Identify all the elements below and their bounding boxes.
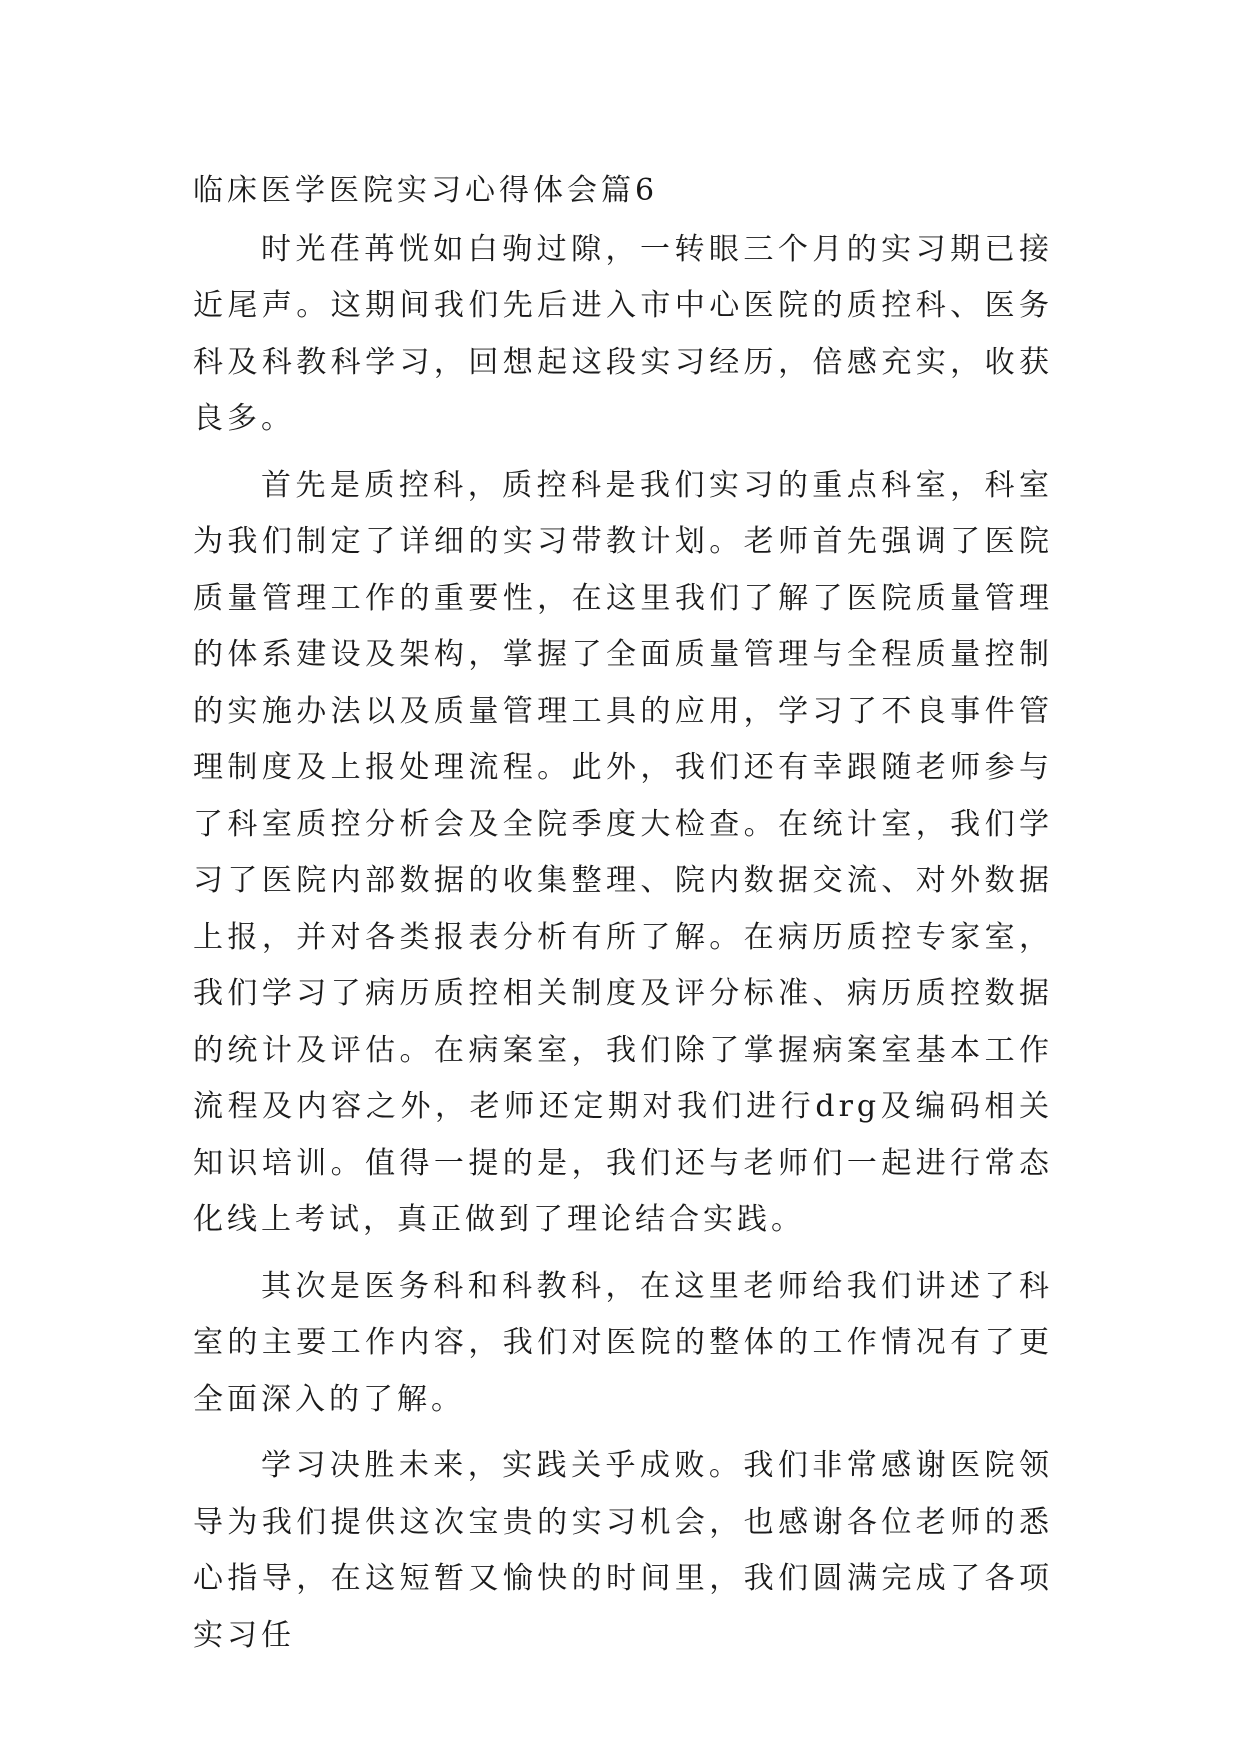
paragraph-conclusion: 学习决胜未来，实践关乎成败。我们非常感谢医院领导为我们提供这次宝贵的实习机会，也感谢各位老师的悉心指导，在这短暂又愉快的时间里，我们圆满完成了各项实习任 [193,1448,1053,1653]
paragraph-intro: 时光荏苒恍如白驹过隙，一转眼三个月的实习期已接近尾声。这期间我们先后进入市中心医院的质控科、医务科及科教科学习，回想起这段实习经历，倍感充实，收获良多。 [193,231,1053,436]
document-title: 临床医学医院实习心得体会篇6 [193,173,659,208]
paragraph-quality-control: 首先是质控科，质控科是我们实习的重点科室，科室为我们制定了详细的实习带教计划。老师首先强调了医院质量管理工作的重要性，在这里我们了解了医院质量管理的体系建设及架构，掌握了全面质量管理与全程质量控制的实施办法以及质量管理工具的应用，学习了不良事件管理制度及上报处理流程。此外，我们还有幸跟随老师参与了科室质控分析会及全院季度大检查。在统计室，我们学习了医院内部数据的收集整理、院内数据交流、对外数据上报，并对各类报表分析有所了解。在病历质控专家室，我们学习了病历质控相关制度及评分标准、病历质控数据的统计及评估。在病案室，我们除了掌握病案室基本工作流程及内容之外，老师还定期对我们进行drg及编码相关知识培训。值得一提的是，我们还与老师们一起进行常态化线上考试，真正做到了理论结合实践。 [193,467,1053,1237]
document-body [193,163,1053,1674]
paragraph-medical-affairs: 其次是医务科和科教科，在这里老师给我们讲述了科室的主要工作内容，我们对医院的整体的工作情况有了更全面深入的了解。 [193,1268,1053,1417]
